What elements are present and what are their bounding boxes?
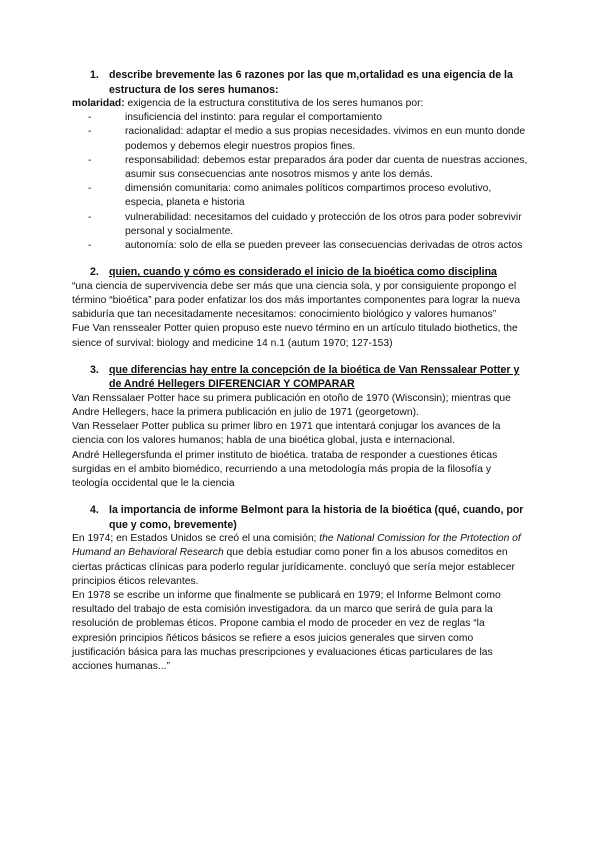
intro-text: exigencia de la estructura constitutiva de los seres humanos por: xyxy=(124,98,424,109)
reasons-list xyxy=(72,111,528,253)
commission-name: the National Comission for the Prtotection of Humand an Behavioral Research xyxy=(72,533,521,559)
question-3-heading xyxy=(90,363,528,392)
document-page xyxy=(72,68,528,674)
question-3-number: 3. xyxy=(90,363,99,376)
question-1-number: 1. xyxy=(90,69,99,81)
question-3-paragraph: André Hellegersfunda el primer instituto de bioética. trataba de responder a cuestiones éticas surgidas en el ambito biomédico, recurriendo a una metodología más propia de la filosofía y teología occidental que le la ciencia xyxy=(72,449,498,489)
question-4-heading xyxy=(90,503,528,532)
list-item: - dimensión comunitaria: como animales políticos compartimos proceso evolutivo, especia, planeta e historia xyxy=(88,183,492,209)
question-2-number: 2. xyxy=(90,266,99,279)
question-1-heading xyxy=(90,68,528,97)
question-2-paragraph: “una ciencia de supervivencia debe ser más que una ciencia sola, y por consiguiente propongo el término “bioética” para poder enfatizar los dos más importantes componentes para lograr la nueva sabiduría que tan necesitadamente necesitamos: conocimiento biológico y valores humanos” xyxy=(72,280,521,321)
question-3-paragraph: Van Resselaer Potter publica su primer libro en 1971 que intentará conjugar los avances de la ciencia con los valores humanos; habla de una bioética global, justa e internacional. xyxy=(72,421,501,447)
list-item: - racionalidad: adaptar el medio a sus propias necesidades. vivimos en eun munto donde podemos y debemos elegir nuestros propios fines. xyxy=(88,126,526,152)
intro-label: molaridad: xyxy=(72,98,125,109)
list-item: - vulnerabilidad: necesitamos del cuidado y protección de los otros para poder sobrevivir personal y socialmente. xyxy=(88,211,522,237)
question-3-title: que diferencias hay entre la concepción de la bioética de Van Renssalear Potter y de André Hellegers DIFERENCIAR Y COMPARAR xyxy=(109,363,520,391)
question-4-paragraph: En 1974; en Estados Unidos se creó el una comisión; the National Comission for the Prtotection of Humand an Behavioral Research que debía estudiar como poner fin a los abusos comeditos en ciertas prácticas clínicas para poderlo regular jurídicamente. concluyó que sería mejor establecer principios éticos relevantes. xyxy=(72,533,521,587)
question-1-intro xyxy=(72,97,528,111)
question-4-number: 4. xyxy=(90,504,99,517)
question-4-title: la importancia de informe Belmont para la historia de la bioética (qué, cuando, por que y como, brevemente) xyxy=(109,504,524,531)
list-item: - insuficiencia del instinto: para regular el comportamiento xyxy=(88,112,382,124)
question-1-title: describe brevemente las 6 razones por las que m,ortalidad es una eigencia de la estructura de los seres humanos: xyxy=(109,69,513,96)
list-item: - autonomía: solo de ella se pueden preveer las consecuencias derivadas de otros actos xyxy=(88,240,523,252)
question-2-title: quien, cuando y cómo es considerado el inicio de la bioética como disciplina xyxy=(109,266,497,279)
list-item: - responsabilidad: debemos estar preparados ára poder dar cuenta de nuestras acciones, asumir sus consecuencias ante nosotros mismos y ante los demás. xyxy=(88,154,528,181)
question-3-paragraph: Van Renssalaer Potter hace su primera publicación en otoño de 1970 (Wisconsin); mientras que Andre Hellegers, hace la primera publicación en julio de 1971 (georgetown). xyxy=(72,392,511,418)
question-2-heading xyxy=(90,265,528,280)
question-4-paragraph: En 1978 se escribe un informe que finalmente se publicará en 1979; el Informe Belmont como resultado del trabajo de esta comisión investigadora. da un marco que serirá de guía para la resolución de problemas éticos. Propone cambia el modo de proceder en vez de reglas “la expresión principios ñéticos básicos se refiere a esos juicios generales que sirven como justificación básica para las muchas prescripciones y evaluaciones éticas particulares de las acciones humanas...” xyxy=(72,589,501,672)
question-2-paragraph: Fue Van renssealer Potter quien propuso este nuevo término en un artículo titulado biothetics, the sience of survival: biology and medicine 14 n.1 (autum 1970; 127-153) xyxy=(72,323,518,349)
